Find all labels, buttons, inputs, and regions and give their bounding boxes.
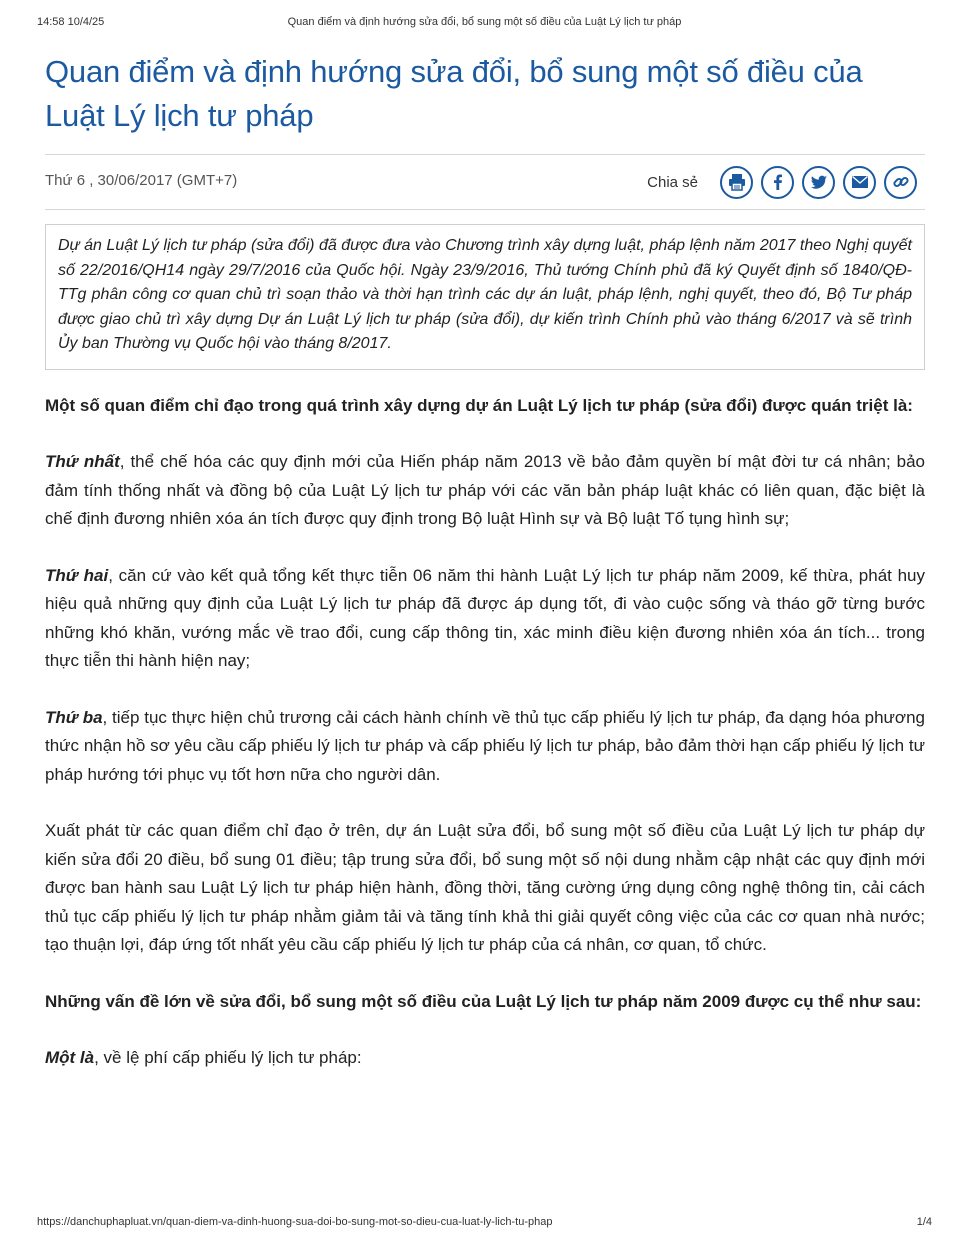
paragraph-text: , về lệ phí cấp phiếu lý lịch tư pháp: xyxy=(94,1048,362,1067)
publish-date: Thứ 6 , 30/06/2017 (GMT+7) xyxy=(45,172,238,189)
paragraph: Xuất phát từ các quan điểm chỉ đạo ở trên, dự án Luật sửa đổi, bổ sung một số điều của Luật Lý lịch tư pháp dự kiến sửa đổi 20 điều, bổ sung 01 điều; tập trung sửa đổi, bổ sung một số nội dung nhằm cập nhật các quy định mới được ban hành sau Luật Lý lịch tư pháp hiện hành, đồng thời, tăng cường ứng dụng công nghệ thông tin, cải cách thủ tục cấp phiếu lý lịch tư pháp nhằm giảm tải và tăng tính khả thi giải quyết công việc của các cơ quan nhà nước; tạo thuận lợi, đáp ứng tốt nhất yêu cầu cấp phiếu lý lịch tư pháp của cá nhân, cơ quan, tổ chức. xyxy=(45,821,925,954)
twitter-icon xyxy=(809,172,829,192)
article xyxy=(45,50,925,1101)
print-doc-title: Quan điểm và định hướng sửa đổi, bổ sung một số điều của Luật Lý lịch tư pháp xyxy=(287,16,682,28)
print-footer xyxy=(37,1216,932,1232)
print-header xyxy=(37,16,932,32)
paragraph-text: , căn cứ vào kết quả tổng kết thực tiễn 06 năm thi hành Luật Lý lịch tư pháp năm 2009, kế thừa, phát huy hiệu quả những quy định của Luật Lý lịch tư pháp đã được áp dụng tốt, đi vào cuộc sống và tháo gỡ từng bước những khó khăn, vướng mắc về trao đổi, cung cấp thông tin, xác minh điều kiện đương nhiên xóa án tích... trong thực tiễn thi hành hiện nay; xyxy=(45,565,925,670)
copy-link-button[interactable] xyxy=(884,166,917,199)
facebook-share-button[interactable] xyxy=(761,166,794,199)
copy-link-icon xyxy=(891,172,911,192)
paragraph-text: , tiếp tục thực hiện chủ trương cải cách hành chính về thủ tục cấp phiếu lý lịch tư pháp, đa dạng hóa phương thức nhận hồ sơ yêu cầu cấp phiếu lý lịch tư pháp và cấp phiếu lý lịch tư pháp, bảo đảm thời hạn cấp phiếu lý lịch tư pháp hướng tới phục vụ tốt hơn nữa cho người dân. xyxy=(45,707,925,784)
article-meta-bar xyxy=(45,154,925,210)
paragraph-lead: Thứ nhất xyxy=(45,452,120,471)
print-icon xyxy=(727,172,747,192)
paragraph xyxy=(45,1044,925,1073)
paragraph xyxy=(45,704,925,790)
section-heading: Những vấn đề lớn về sửa đổi, bổ sung một số điều của Luật Lý lịch tư pháp năm 2009 được cụ thể như sau: xyxy=(45,991,922,1011)
article-body xyxy=(45,392,925,1073)
article-title: Quan điểm và định hướng sửa đổi, bổ sung một số điều của Luật Lý lịch tư pháp xyxy=(45,54,863,133)
article-summary: Dự án Luật Lý lịch tư pháp (sửa đổi) đã được đưa vào Chương trình xây dựng luật, pháp lệnh năm 2017 theo Nghị quyết số 22/2016/QH14 ngày 29/7/2016 của Quốc hội. Ngày 23/9/2016, Thủ tướng Chính phủ đã ký Quyết định số 1840/QĐ-TTg phân công cơ quan chủ trì soạn thảo và thời hạn trình các dự án luật, pháp lệnh, nghị quyết, theo đó, Bộ Tư pháp được giao chủ trì xây dựng Dự án Luật Lý lịch tư pháp (sửa đổi), dự kiến trình Chính phủ vào tháng 6/2017 và sẽ trình Ủy ban Thường vụ Quốc hội vào tháng 8/2017. xyxy=(45,224,925,370)
email-icon xyxy=(850,172,870,192)
paragraph-lead: Thứ ba xyxy=(45,707,103,727)
paragraph-lead: Một là xyxy=(45,1048,95,1067)
print-button[interactable] xyxy=(720,166,753,199)
share-bar xyxy=(647,163,917,201)
share-label: Chia sẻ xyxy=(647,173,698,191)
paragraph-lead: Thứ hai xyxy=(45,565,109,585)
twitter-share-button[interactable] xyxy=(802,166,835,199)
paragraph xyxy=(45,448,925,534)
page-number: 1/4 xyxy=(916,1216,932,1228)
email-share-button[interactable] xyxy=(843,166,876,199)
page-url[interactable]: https://danchuphapluat.vn/quan-diem-va-dinh-huong-sua-doi-bo-sung-mot-so-dieu-cua-luat-ly-lich-tu-phap xyxy=(37,1216,553,1228)
facebook-icon xyxy=(768,172,788,192)
section-heading: Một số quan điểm chỉ đạo trong quá trình xây dựng dự án Luật Lý lịch tư pháp (sửa đổi) được quán triệt là: xyxy=(45,395,913,415)
print-datetime: 14:58 10/4/25 xyxy=(37,16,105,28)
paragraph xyxy=(45,562,925,676)
paragraph-text: , thể chế hóa các quy định mới của Hiến pháp năm 2013 về bảo đảm quyền bí mật đời tư cá nhân; bảo đảm tính thống nhất và đồng bộ của Luật Lý lịch tư pháp với các văn bản pháp luật khác có liên quan, đặc biệt là chế định đương nhiên xóa án tích được quy định trong Bộ luật Hình sự và Bộ luật Tố tụng hình sự; xyxy=(45,452,925,528)
